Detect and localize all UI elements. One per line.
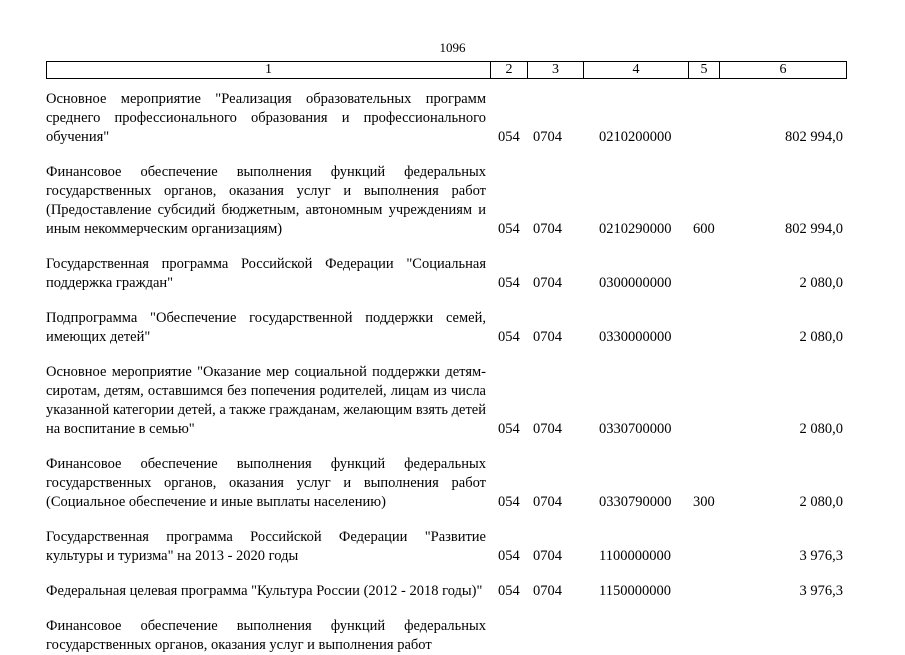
row-name: Финансовое обеспечение выполнения функций федеральных государственных органов, оказания услуг и выполнения работ (Предоставление субсидий бюджетным, автономным учреждениям и иным некоммерческим организациям)	[46, 164, 486, 237]
row-sum: 2 080,0	[799, 494, 843, 510]
row-csr: 0330700000	[599, 421, 672, 437]
row-gr: 054	[498, 583, 520, 599]
row-csr: 0210290000	[599, 221, 672, 237]
row-sum	[719, 617, 846, 655]
row-csr: 0330000000	[599, 329, 672, 345]
row-name: Государственная программа Российской Федерации "Социальная поддержка граждан"	[46, 256, 486, 291]
table-row	[46, 90, 846, 163]
row-sum: 2 080,0	[799, 329, 843, 345]
row-gr: 054	[498, 329, 520, 345]
row-csr: 1150000000	[599, 583, 671, 599]
column-header-1: 1	[47, 62, 491, 79]
row-gr: 054	[498, 494, 520, 510]
row-sum: 3 976,3	[799, 548, 843, 564]
budget-table	[46, 90, 846, 655]
row-name: Государственная программа Российской Федерации "Развитие культуры и туризма" на 2013 - 2020 годы	[46, 529, 486, 564]
row-rz: 0704	[533, 583, 562, 599]
column-header-6: 6	[720, 62, 847, 79]
row-vr	[688, 363, 719, 455]
row-rz: 0704	[533, 129, 562, 145]
table-row	[46, 528, 846, 582]
row-sum: 2 080,0	[799, 275, 843, 291]
row-gr: 054	[498, 221, 520, 237]
row-sum: 802 994,0	[785, 129, 843, 145]
row-gr: 054	[498, 129, 520, 145]
row-rz: 0704	[533, 221, 562, 237]
row-name: Федеральная целевая программа "Культура России (2012 - 2018 годы)"	[46, 583, 483, 599]
column-header-2: 2	[491, 62, 528, 79]
column-header-4: 4	[584, 62, 689, 79]
column-header-table	[46, 61, 847, 79]
row-vr	[688, 309, 719, 363]
row-rz: 0704	[533, 548, 562, 564]
row-rz: 0704	[533, 494, 562, 510]
row-vr	[688, 255, 719, 309]
column-header-row	[47, 62, 847, 79]
page-number: 1096	[439, 40, 466, 55]
row-gr: 054	[498, 548, 520, 564]
row-name: Финансовое обеспечение выполнения функций федеральных государственных органов, оказания услуг и выполнения работ	[46, 618, 486, 653]
table-row	[46, 455, 846, 528]
row-csr: 1100000000	[599, 548, 671, 564]
row-sum: 3 976,3	[799, 583, 843, 599]
table-row	[46, 163, 846, 255]
table-row	[46, 255, 846, 309]
row-vr	[688, 582, 719, 617]
row-vr: 300	[693, 494, 715, 510]
row-csr: 0210200000	[599, 129, 672, 145]
row-rz	[527, 617, 583, 655]
row-csr	[583, 617, 688, 655]
table-row	[46, 617, 846, 655]
column-header-5: 5	[689, 62, 720, 79]
row-sum: 2 080,0	[799, 421, 843, 437]
row-rz: 0704	[533, 275, 562, 291]
row-name: Подпрограмма "Обеспечение государственной поддержки семей, имеющих детей"	[46, 310, 486, 345]
row-vr: 600	[693, 221, 715, 237]
row-csr: 0300000000	[599, 275, 672, 291]
table-row	[46, 582, 846, 617]
table-row	[46, 309, 846, 363]
row-gr	[490, 617, 527, 655]
row-sum: 802 994,0	[785, 221, 843, 237]
row-csr: 0330790000	[599, 494, 672, 510]
row-name: Финансовое обеспечение выполнения функций федеральных государственных органов, оказания услуг и выполнения работ (Социальное обеспечение и иные выплаты населению)	[46, 456, 486, 510]
row-rz: 0704	[533, 329, 562, 345]
row-rz: 0704	[533, 421, 562, 437]
row-vr	[688, 90, 719, 163]
row-name: Основное мероприятие "Оказание мер социальной поддержки детям-сиротам, детям, оставшимся без попечения родителей, лицам из числа указанной категории детей, а также гражданам, желающим взять детей на воспитание в семью"	[46, 364, 486, 437]
column-header-3: 3	[528, 62, 584, 79]
row-name: Основное мероприятие "Реализация образовательных программ среднего профессионального образования и профессионального обучения"	[46, 91, 486, 145]
row-vr	[688, 617, 719, 655]
row-gr: 054	[498, 275, 520, 291]
row-vr	[688, 528, 719, 582]
table-row	[46, 363, 846, 455]
row-gr: 054	[498, 421, 520, 437]
